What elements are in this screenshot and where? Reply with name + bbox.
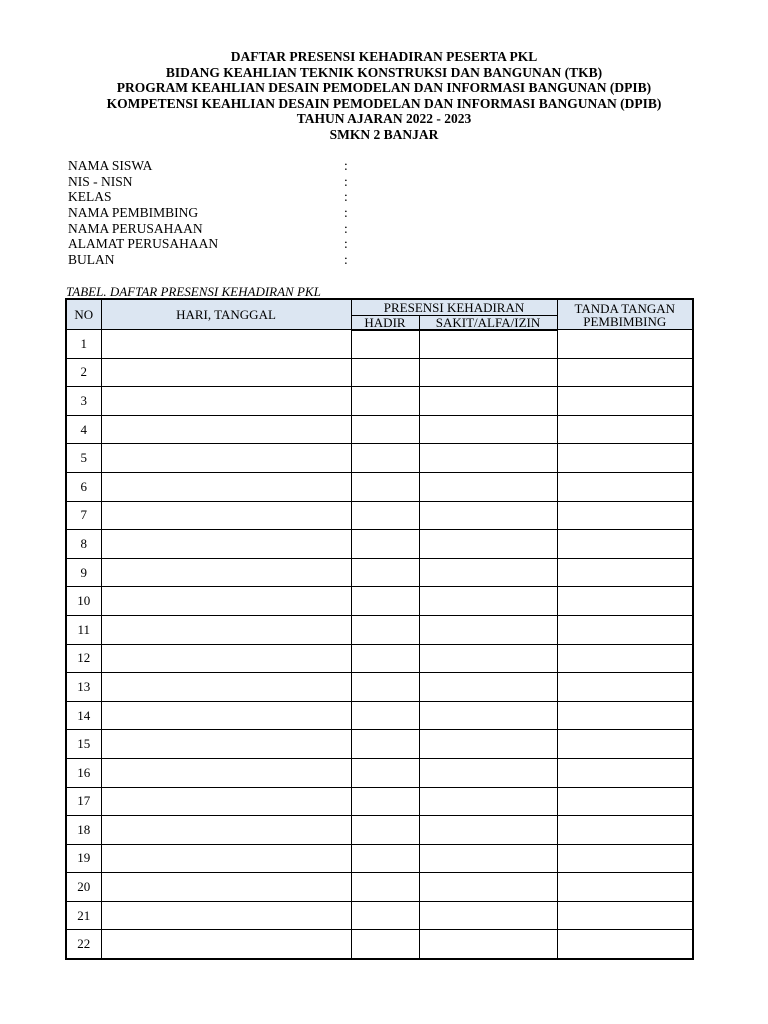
- present-cell[interactable]: [351, 758, 419, 787]
- table-row: [66, 701, 693, 730]
- table-row: [66, 444, 693, 473]
- row-number-cell: 13: [66, 673, 101, 702]
- present-cell[interactable]: [351, 930, 419, 959]
- header-competency: KOMPETENSI KEAHLIAN DESAIN PEMODELAN DAN INFORMASI BANGUNAN (DPIB): [106, 95, 662, 111]
- table-caption: TABEL. DAFTAR PRESENSI KEHADIRAN PKL: [66, 284, 321, 299]
- table-row: [66, 816, 693, 845]
- signature-cell[interactable]: [557, 816, 693, 845]
- info-colon: :: [344, 236, 348, 252]
- absent-cell[interactable]: [419, 730, 557, 759]
- date-cell[interactable]: [101, 615, 351, 644]
- present-cell[interactable]: [351, 615, 419, 644]
- date-cell[interactable]: [101, 673, 351, 702]
- row-number-cell: 2: [66, 358, 101, 387]
- date-cell[interactable]: [101, 787, 351, 816]
- table-row: [66, 644, 693, 673]
- signature-cell[interactable]: [557, 615, 693, 644]
- signature-cell[interactable]: [557, 587, 693, 616]
- row-number-cell: 16: [66, 758, 101, 787]
- absent-cell[interactable]: [419, 558, 557, 587]
- signature-cell[interactable]: [557, 387, 693, 416]
- absent-cell[interactable]: [419, 501, 557, 530]
- column-header-absent: SAKIT/ALFA/IZIN: [419, 315, 557, 330]
- date-cell[interactable]: [101, 530, 351, 559]
- signature-cell[interactable]: [557, 472, 693, 501]
- row-number-cell: 14: [66, 701, 101, 730]
- present-cell[interactable]: [351, 558, 419, 587]
- signature-cell[interactable]: [557, 673, 693, 702]
- info-label: NAMA PERUSAHAAN: [68, 220, 203, 236]
- table-row: [66, 730, 693, 759]
- absent-cell[interactable]: [419, 587, 557, 616]
- signature-header-line2: PEMBIMBING: [583, 313, 667, 329]
- signature-cell[interactable]: [557, 358, 693, 387]
- table-row: [66, 558, 693, 587]
- present-cell[interactable]: [351, 587, 419, 616]
- column-header-attendance: PRESENSI KEHADIRAN: [351, 299, 557, 315]
- absent-cell[interactable]: [419, 787, 557, 816]
- present-cell[interactable]: [351, 472, 419, 501]
- absent-cell[interactable]: [419, 844, 557, 873]
- table-row: [66, 358, 693, 387]
- absent-cell[interactable]: [419, 930, 557, 959]
- table-row: [66, 844, 693, 873]
- absent-cell[interactable]: [419, 415, 557, 444]
- row-number-cell: 4: [66, 415, 101, 444]
- row-number-cell: 8: [66, 530, 101, 559]
- info-colon: :: [344, 252, 348, 268]
- present-cell[interactable]: [351, 673, 419, 702]
- date-cell[interactable]: [101, 501, 351, 530]
- date-cell[interactable]: [101, 758, 351, 787]
- present-cell[interactable]: [351, 816, 419, 845]
- signature-cell[interactable]: [557, 501, 693, 530]
- table-row: [66, 901, 693, 930]
- date-cell[interactable]: [101, 387, 351, 416]
- table-row: [66, 387, 693, 416]
- present-cell[interactable]: [351, 644, 419, 673]
- header-school: SMKN 2 BANJAR: [329, 126, 439, 142]
- signature-header-line1: TANDA TANGAN: [574, 300, 676, 316]
- date-cell[interactable]: [101, 816, 351, 845]
- date-cell[interactable]: [101, 844, 351, 873]
- date-cell[interactable]: [101, 930, 351, 959]
- table-row: [66, 758, 693, 787]
- date-cell[interactable]: [101, 444, 351, 473]
- table-row: [66, 472, 693, 501]
- header-title: DAFTAR PRESENSI KEHADIRAN PESERTA PKL: [230, 49, 538, 64]
- row-number-cell: 9: [66, 558, 101, 587]
- date-cell[interactable]: [101, 358, 351, 387]
- info-colon: :: [344, 189, 348, 205]
- info-colon: :: [344, 158, 348, 173]
- present-cell[interactable]: [351, 387, 419, 416]
- row-number-cell: 21: [66, 901, 101, 930]
- absent-cell[interactable]: [419, 701, 557, 730]
- column-header-date: HARI, TANGGAL: [101, 299, 351, 330]
- table-row: [66, 501, 693, 530]
- header-field: BIDANG KEAHLIAN TEKNIK KONSTRUKSI DAN BANGUNAN (TKB): [165, 64, 603, 80]
- info-colon: :: [344, 205, 348, 221]
- absent-cell[interactable]: [419, 816, 557, 845]
- column-header-present: HADIR: [351, 315, 419, 330]
- header-school-year: TAHUN AJARAN 2022 - 2023: [296, 111, 472, 127]
- column-header-no: NO: [66, 299, 101, 330]
- document-header: [0, 49, 768, 143]
- absent-cell[interactable]: [419, 644, 557, 673]
- date-cell[interactable]: [101, 701, 351, 730]
- present-cell[interactable]: [351, 787, 419, 816]
- signature-cell[interactable]: [557, 787, 693, 816]
- info-label: NAMA SISWA: [68, 158, 153, 173]
- table-row: [66, 330, 693, 359]
- signature-cell[interactable]: [557, 701, 693, 730]
- absent-cell[interactable]: [419, 758, 557, 787]
- present-cell[interactable]: [351, 330, 419, 359]
- row-number-cell: 19: [66, 844, 101, 873]
- signature-cell[interactable]: [557, 730, 693, 759]
- info-label: NIS - NISN: [68, 173, 133, 189]
- date-cell[interactable]: [101, 873, 351, 902]
- present-cell[interactable]: [351, 530, 419, 559]
- absent-cell[interactable]: [419, 901, 557, 930]
- present-cell[interactable]: [351, 415, 419, 444]
- info-label: KELAS: [68, 189, 112, 205]
- date-cell[interactable]: [101, 587, 351, 616]
- signature-cell[interactable]: [557, 530, 693, 559]
- row-number-cell: 17: [66, 787, 101, 816]
- row-number-cell: 11: [66, 615, 101, 644]
- absent-cell[interactable]: [419, 358, 557, 387]
- row-number-cell: 5: [66, 444, 101, 473]
- row-number-cell: 15: [66, 730, 101, 759]
- header-program: PROGRAM KEAHLIAN DESAIN PEMODELAN DAN INFORMASI BANGUNAN (DPIB): [116, 80, 652, 96]
- table-row: [66, 673, 693, 702]
- signature-cell[interactable]: [557, 330, 693, 359]
- date-cell[interactable]: [101, 330, 351, 359]
- row-number-cell: 12: [66, 644, 101, 673]
- signature-cell[interactable]: [557, 444, 693, 473]
- table-row: [66, 587, 693, 616]
- absent-cell[interactable]: [419, 530, 557, 559]
- present-cell[interactable]: [351, 873, 419, 902]
- row-number-cell: 6: [66, 472, 101, 501]
- row-number-cell: 3: [66, 387, 101, 416]
- table-row: [66, 930, 693, 959]
- row-number-cell: 22: [66, 930, 101, 959]
- info-colon: :: [344, 220, 348, 236]
- row-number-cell: 20: [66, 873, 101, 902]
- row-number-cell: 10: [66, 587, 101, 616]
- signature-cell[interactable]: [557, 901, 693, 930]
- date-cell[interactable]: [101, 644, 351, 673]
- present-cell[interactable]: [351, 444, 419, 473]
- row-number-cell: 1: [66, 330, 101, 359]
- info-label: NAMA PEMBIMBING: [68, 205, 199, 221]
- signature-cell[interactable]: [557, 758, 693, 787]
- date-cell[interactable]: [101, 472, 351, 501]
- table-row: [66, 873, 693, 902]
- signature-cell[interactable]: [557, 844, 693, 873]
- row-number-cell: 7: [66, 501, 101, 530]
- column-header-signature: [557, 299, 693, 330]
- present-cell[interactable]: [351, 701, 419, 730]
- info-label: ALAMAT PERUSAHAAN: [68, 236, 219, 252]
- date-cell[interactable]: [101, 730, 351, 759]
- date-cell[interactable]: [101, 901, 351, 930]
- signature-cell[interactable]: [557, 644, 693, 673]
- attendance-table: [65, 298, 694, 960]
- present-cell[interactable]: [351, 844, 419, 873]
- info-label: BULAN: [68, 252, 115, 268]
- absent-cell[interactable]: [419, 615, 557, 644]
- table-row: [66, 415, 693, 444]
- signature-cell[interactable]: [557, 930, 693, 959]
- date-cell[interactable]: [101, 415, 351, 444]
- present-cell[interactable]: [351, 901, 419, 930]
- signature-cell[interactable]: [557, 873, 693, 902]
- attendance-table-body: [66, 330, 693, 959]
- present-cell[interactable]: [351, 730, 419, 759]
- table-row: [66, 615, 693, 644]
- table-row: [66, 787, 693, 816]
- absent-cell[interactable]: [419, 673, 557, 702]
- absent-cell[interactable]: [419, 444, 557, 473]
- signature-cell[interactable]: [557, 558, 693, 587]
- row-number-cell: 18: [66, 816, 101, 845]
- present-cell[interactable]: [351, 358, 419, 387]
- date-cell[interactable]: [101, 558, 351, 587]
- absent-cell[interactable]: [419, 472, 557, 501]
- absent-cell[interactable]: [419, 330, 557, 359]
- info-colon: :: [344, 173, 348, 189]
- absent-cell[interactable]: [419, 873, 557, 902]
- signature-cell[interactable]: [557, 415, 693, 444]
- present-cell[interactable]: [351, 501, 419, 530]
- table-row: [66, 530, 693, 559]
- absent-cell[interactable]: [419, 387, 557, 416]
